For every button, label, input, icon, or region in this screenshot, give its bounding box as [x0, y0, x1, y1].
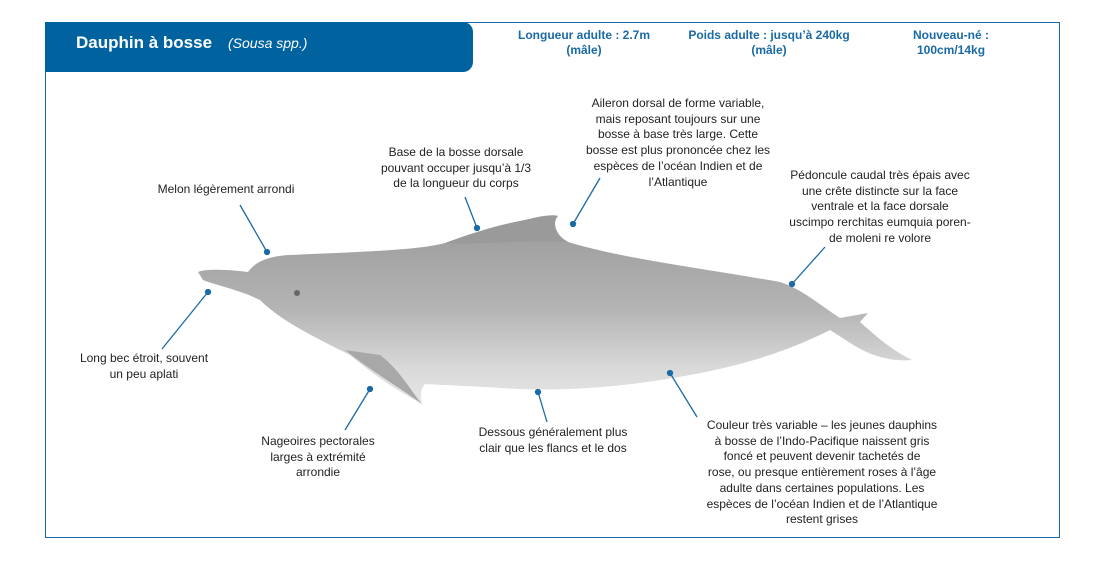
- stat-weight: Poids adulte : jusqu’à 240kg (mâle): [688, 28, 850, 57]
- dorsal-fin: [445, 216, 568, 243]
- eye: [294, 290, 300, 296]
- stat-newborn: Nouveau-né : 100cm/14kg: [912, 28, 989, 57]
- label-belly: Dessous généralement plus clair que les flancs et le dos: [478, 425, 628, 455]
- label-peduncle: Pédoncule caudal très épais avec une crête distincte sur la face ventrale et la face dorsale uscimpo rerchitas eumquia poren- de moleni re volore: [789, 168, 971, 245]
- label-melon: Melon légèrement arrondi: [157, 182, 295, 196]
- label-pectoral: Nageoires pectorales larges à extrémité arrondie: [261, 434, 375, 480]
- label-hump-base: Base de la bosse dorsale pouvant occuper jusqu’à 1/3 de la longueur du corps: [380, 145, 532, 191]
- stat-length: Longueur adulte : 2.7m (mâle): [517, 28, 651, 57]
- label-color: Couleur très variable – les jeunes dauphins à bosse de l’Indo-Pacifique naissent gris foncé et peuvent devenir tachetés de rose, ou presque entièrement roses à l’âge adulte dans certaines populations. Les espèces de l’océan Indien et de l’Atlantique restent grises: [706, 418, 938, 527]
- scientific-name: (Sousa spp.): [228, 35, 308, 51]
- label-beak: Long bec étroit, souvent un peu aplati: [79, 351, 209, 381]
- page-title: Dauphin à bosse: [76, 33, 213, 52]
- label-dorsal-fin: Aileron dorsal de forme variable, mais reposant toujours sur une bosse à base très large. Cette bosse est plus prononcée chez les espèces de l’océan Indien et de l’Atlantique: [585, 96, 771, 189]
